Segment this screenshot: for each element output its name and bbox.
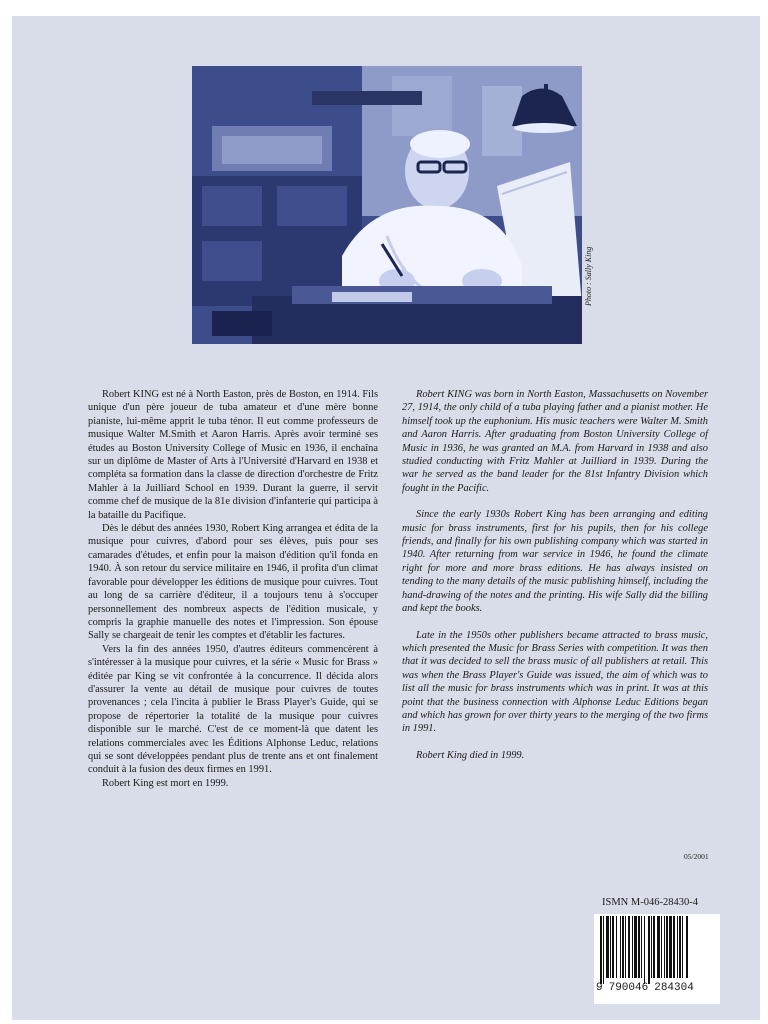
barcode-bar xyxy=(644,916,645,984)
barcode-bar xyxy=(632,916,633,978)
barcode xyxy=(594,914,720,1004)
barcode-bar xyxy=(682,916,683,978)
barcode-bar xyxy=(606,916,609,978)
barcode-bar xyxy=(600,916,602,984)
barcode-bar xyxy=(610,916,611,978)
barcode-bar xyxy=(625,916,626,978)
french-biography xyxy=(88,388,378,790)
barcode-bar xyxy=(616,916,617,978)
english-biography xyxy=(402,388,708,775)
barcode-bar xyxy=(648,916,650,984)
barcode-bars xyxy=(594,914,720,984)
barcode-bar xyxy=(641,916,642,978)
barcode-bar xyxy=(669,916,672,978)
photo-credit: Photo : Sally King xyxy=(584,246,593,306)
barcode-digit-group: 9 xyxy=(596,982,603,994)
barcode-bar xyxy=(686,916,688,978)
barcode-bar xyxy=(603,916,604,984)
french-paragraph: Robert King est mort en 1999. xyxy=(102,777,229,789)
barcode-bar xyxy=(622,916,624,978)
barcode-bar xyxy=(651,916,652,978)
barcode-bar xyxy=(679,916,681,978)
english-paragraph: Since the early 1930s Robert King has been arranging and editing music for brass instruments, first for his pupils, then for his college friends, and finally for his own publishing company which was started in 1940. After returning from war service in 1946, he found the climate right for more and more brass editions. He has always insisted on tending to the many details of the music publishing himself, including the hand-drawing of the notes and the printing. His wife Sally did the billing and kept the books. xyxy=(402,509,708,615)
barcode-digits xyxy=(594,982,722,994)
english-paragraph: Robert KING was born in North Easton, Massachusetts on November 27, 1914, the only child of a tuba playing father and a pianist mother. He himself took up the euphonium. His music teachers were Walter M. Smith and Aaron Harris. After graduating from Boston University College of Music in 1936, he was granted an M.A. from Harvard in 1938 and also studied conducting with Fritz Mahler at Juilliard in 1939. During the war he served as the band leader for the 81st Infantry Division which fought in the Pacific. xyxy=(402,389,708,494)
barcode-bar xyxy=(657,916,660,978)
french-paragraph: Vers la fin des années 1950, d'autres éditeurs commencèrent à s'intéresser à la musique pour cuivres, et la série « Music for Brass » éditée par King se vit confrontée à la concurrence. Il décida alors d'assurer la vente au détail de musique pour cuivres de toutes provenances ; cela l'incita à publier le Brass Player's Guide, qui se propose de répertorier la totalité de la musique pour cuivres disponible sur le marché. C'est de ce moment-là que datent les relations commerciales avec les Éditions Alphonse Leduc, relations qui se sont développées pendant plus de trente ans et ont finalement conduit à la fusion des deux firmes en 1991. xyxy=(88,643,378,776)
edition-date: 05/2001 xyxy=(684,852,709,861)
english-paragraph: Late in the 1950s other publishers became attracted to brass music, which presented the Music for Brass Series with competition. It was then that it was decided to sell the brass music of all publishers at retail. This was when the Brass Player's Guide was issued, the aim of which was to list all the music for brass instruments which was in print. It was at this point that the business connection with Alphonse Leduc Editions began and which has grown for over thirty years to the merging of the two firms in 1991. xyxy=(402,629,708,735)
barcode-bar xyxy=(620,916,621,978)
back-cover xyxy=(12,16,760,1020)
barcode-bar xyxy=(666,916,668,978)
barcode-digit-group: 790046 xyxy=(608,982,649,994)
barcode-bar xyxy=(638,916,640,978)
barcode-bar xyxy=(612,916,614,978)
barcode-digit-group: 284304 xyxy=(654,982,694,994)
barcode-bar xyxy=(653,916,655,978)
french-paragraph: Dès le début des années 1930, Robert King arrangea et édita de la musique pour cuivres, d'abord pour ses élèves, puis pour ses camarades d'études, et enfin pour la maison d'édition qu'il fonda en 1940. À son retour du service militaire en 1946, il profita d'un climat favorable pour développer les éditions de musique pour cuivres. Tout au long de sa carrière d'éditeur, il a toujours tenu à s'occuper personnellement des nombreux aspects de l'édition musicale, y compris la graphie manuelle des notes et l'impression. Son épouse Sally se chargeait de tenir les comptes et d'établir les factures. xyxy=(88,523,378,642)
photo-illustration xyxy=(192,66,582,344)
barcode-bar xyxy=(661,916,662,978)
english-paragraph: Robert King died in 1999. xyxy=(416,749,525,761)
portrait-photo xyxy=(192,66,582,344)
barcode-bar xyxy=(677,916,678,978)
barcode-bar xyxy=(634,916,637,978)
barcode-bar xyxy=(628,916,630,978)
barcode-bar xyxy=(673,916,675,978)
french-paragraph: Robert KING est né à North Easton, près de Boston, en 1914. Fils unique d'un père joueur de tuba amateur et d'une mère bonne pianiste, lui-même apprit le tuba ténor. Il eut comme professeurs de musique Walter M.Smith et Aaron Harris. Après avoir terminé ses études au Boston University College of Music en 1936, il enchaîna sur un diplôme de Master of Arts à l'Université d'Harvard en 1938 et compléta sa formation dans la classe de direction d'orchestre de Fritz Mahler à la Juilliard School en 1939. Durant la guerre, il servit comme chef de musique de la 81e division d'infanterie qui participa à la bataille du Pacifique. xyxy=(88,389,378,521)
barcode-bar xyxy=(664,916,665,978)
ismn-number: ISMN M-046-28430-4 xyxy=(602,897,698,908)
